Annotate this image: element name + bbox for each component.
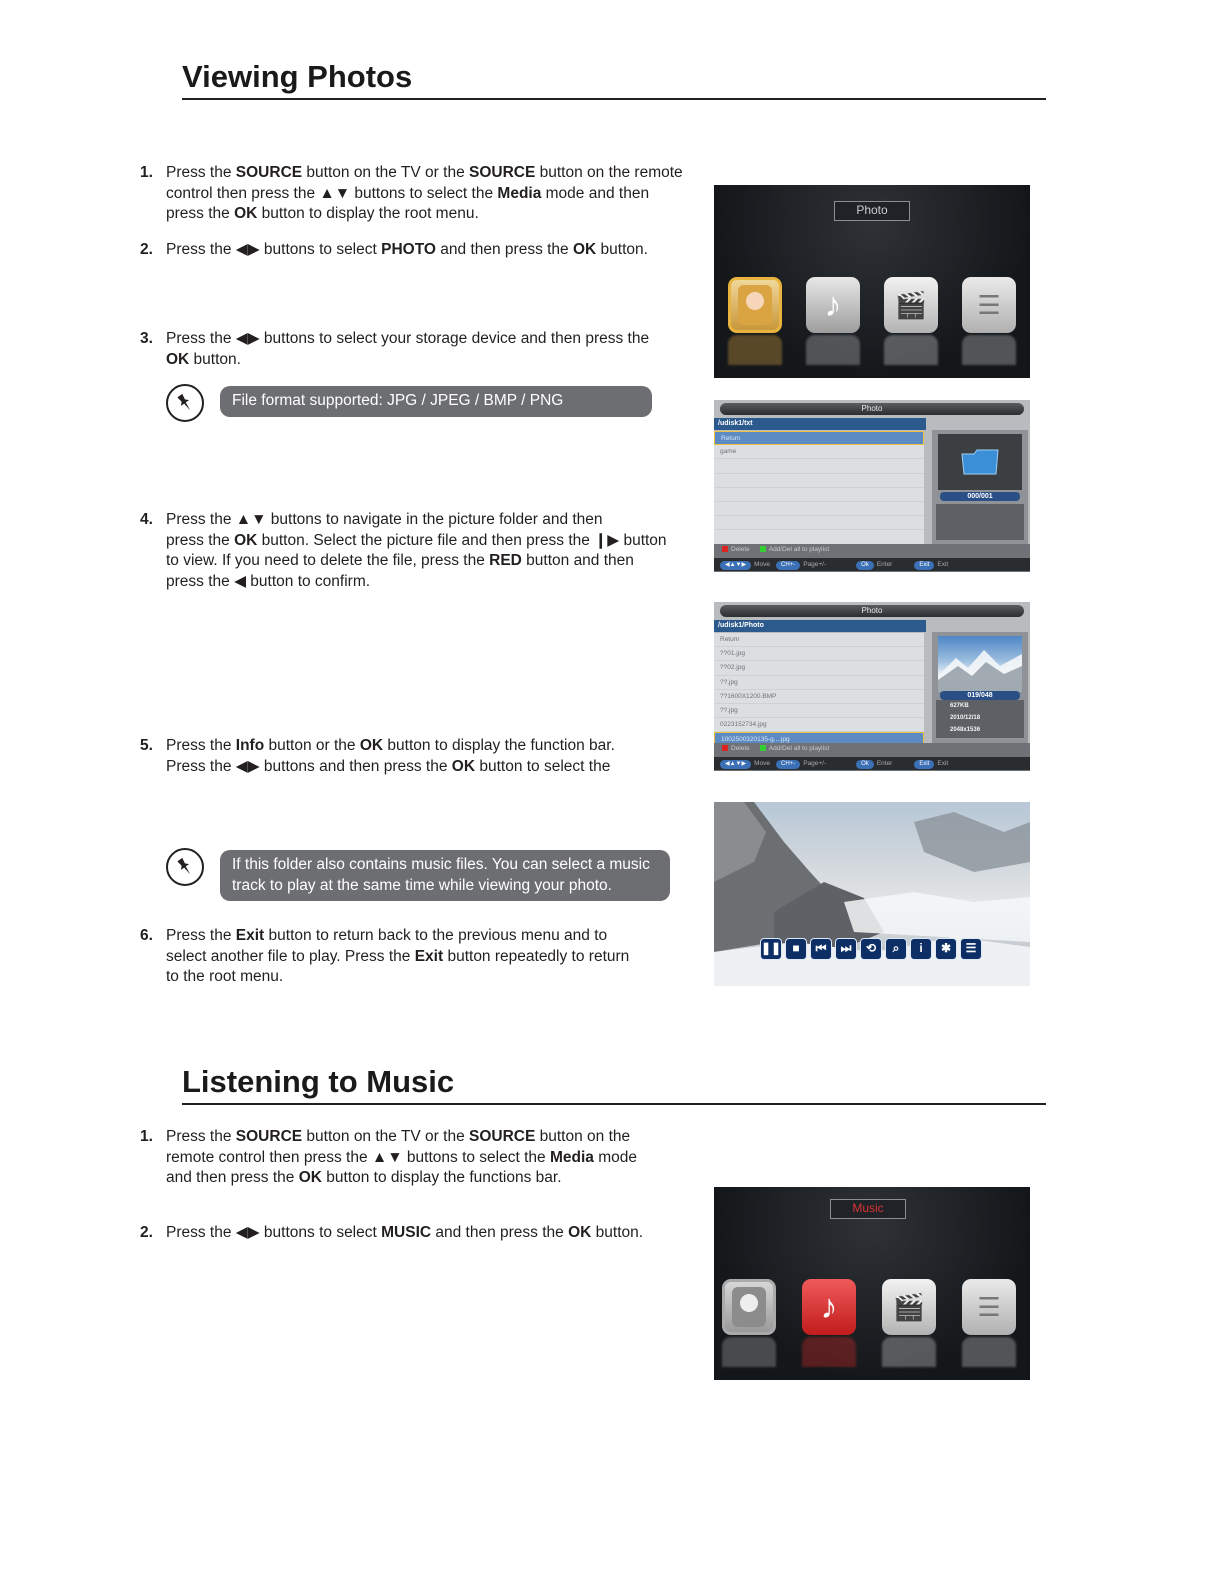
step-number: 5. bbox=[140, 737, 153, 754]
note-text: File format supported: JPG / JPEG / BMP / PNG bbox=[232, 392, 564, 409]
function-bar bbox=[760, 938, 982, 960]
step-music-2 bbox=[140, 1223, 700, 1244]
settings-icon[interactable]: ✱ bbox=[935, 938, 957, 960]
text-file-icon: ☰ bbox=[962, 1279, 1016, 1335]
playlist-icon[interactable]: ☰ bbox=[960, 938, 982, 960]
screenshot-photo-browser bbox=[714, 602, 1030, 771]
list-item[interactable]: Return bbox=[714, 431, 924, 445]
list-item[interactable] bbox=[714, 516, 924, 530]
screenshot-folder-browser bbox=[714, 400, 1030, 572]
browser-footer: Delete Add/Del all to playlist ◀▲▼▶ Move CH+- Page+/- Ok Enter Exit Exit bbox=[714, 743, 1030, 771]
browser-footer: Delete Add/Del all to playlist ◀▲▼▶ Move CH+- Page+/- Ok Enter Exit Exit bbox=[714, 544, 1030, 572]
music-icon: ♪ bbox=[802, 1279, 856, 1335]
list-item[interactable]: ??01.jpg bbox=[714, 647, 924, 661]
list-item[interactable]: ??.jpg bbox=[714, 704, 924, 718]
section-title: Viewing Photos bbox=[182, 59, 413, 94]
step-line: remote control then press the ▲▼ buttons to select the Media mode bbox=[166, 1148, 637, 1166]
step-number: 4. bbox=[140, 511, 153, 528]
step-line: press the OK button to display the root menu. bbox=[166, 205, 479, 222]
zoom-icon[interactable]: ⌕ bbox=[885, 938, 907, 960]
list-item[interactable] bbox=[714, 530, 924, 544]
list-item[interactable] bbox=[714, 488, 924, 502]
file-resolution: 2048x1536 bbox=[950, 727, 981, 733]
step-music-1 bbox=[140, 1127, 700, 1189]
file-info bbox=[936, 504, 1024, 540]
file-counter: 019/048 bbox=[940, 691, 1020, 700]
pause-icon[interactable]: ❚❚ bbox=[760, 938, 782, 960]
note-bubble bbox=[220, 850, 670, 901]
step-line: Press the SOURCE button on the TV or the SOURCE button on the bbox=[166, 1128, 631, 1145]
step-number: 2. bbox=[140, 241, 153, 258]
list-item[interactable]: 0223152734.jpg bbox=[714, 718, 924, 732]
pushpin-icon bbox=[166, 384, 204, 422]
list-item[interactable]: Return bbox=[714, 633, 924, 647]
music-icon: ♪ bbox=[806, 277, 860, 333]
step-line: select another file to play. Press the Exit button repeatedly to return bbox=[166, 947, 630, 965]
photo-icon bbox=[728, 277, 782, 333]
step-line: OK button. bbox=[166, 350, 241, 368]
step-line: Press the Exit button to return back to the previous menu and to bbox=[166, 927, 608, 944]
step-line: Press the ▲▼ buttons to navigate in the picture folder and then bbox=[166, 511, 603, 528]
section-title: Listening to Music bbox=[182, 1064, 455, 1099]
info-icon[interactable]: i bbox=[910, 938, 932, 960]
note-text: track to play at the same time while viewing your photo. bbox=[232, 876, 612, 894]
menu-label: Photo bbox=[834, 201, 910, 221]
stop-icon[interactable]: ■ bbox=[785, 938, 807, 960]
screenshot-photo-viewer bbox=[714, 802, 1030, 986]
step-line: Press the ◀▶ buttons to select PHOTO and then press the OK button. bbox=[166, 241, 648, 258]
browser-path: /udisk1/txt bbox=[714, 418, 926, 430]
list-item[interactable] bbox=[714, 474, 924, 488]
preview-panel bbox=[932, 632, 1028, 743]
list-item[interactable]: ??1600X1200.BMP bbox=[714, 690, 924, 704]
list-item[interactable]: ??02.jpg bbox=[714, 661, 924, 675]
step-photos-2 bbox=[140, 240, 700, 261]
next-icon[interactable]: ⏭ bbox=[835, 938, 857, 960]
step-number: 1. bbox=[140, 1128, 153, 1145]
step-line: Press the Info button or the OK button to display the function bar. bbox=[166, 737, 615, 754]
step-photos-4 bbox=[140, 510, 700, 592]
movie-icon: 🎬 bbox=[882, 1279, 936, 1335]
section-heading-music bbox=[182, 1063, 1046, 1105]
step-number: 2. bbox=[140, 1224, 153, 1241]
step-photos-3 bbox=[140, 329, 700, 370]
step-number: 1. bbox=[140, 164, 153, 181]
step-line: to the root menu. bbox=[166, 968, 284, 985]
step-photos-5 bbox=[140, 736, 700, 777]
repeat-icon[interactable]: ⟲ bbox=[860, 938, 882, 960]
text-file-icon: ☰ bbox=[962, 277, 1016, 333]
step-photos-6 bbox=[140, 926, 700, 988]
pushpin-icon bbox=[166, 848, 204, 886]
file-info bbox=[936, 700, 1024, 738]
list-item[interactable] bbox=[714, 502, 924, 516]
file-date: 2010/12/18 bbox=[950, 715, 981, 721]
step-line: control then press the ▲▼ buttons to select the Media mode and then bbox=[166, 184, 650, 202]
step-number: 3. bbox=[140, 330, 153, 347]
browser-title-bar: Photo bbox=[720, 403, 1024, 415]
file-counter: 000/001 bbox=[940, 492, 1020, 501]
screenshot-photo-menu bbox=[714, 185, 1030, 378]
note-bubble bbox=[220, 386, 652, 417]
photo-icon bbox=[722, 1279, 776, 1335]
list-item[interactable]: 1002500320135-g....jpg bbox=[714, 732, 924, 746]
step-line: Press the ◀▶ buttons and then press the OK button to select the bbox=[166, 757, 611, 775]
step-number: 6. bbox=[140, 927, 153, 944]
file-size: 627KB bbox=[950, 703, 969, 709]
file-list bbox=[714, 431, 924, 545]
step-photos-1 bbox=[140, 163, 700, 225]
step-line: Press the ◀▶ buttons to select MUSIC and then press the OK button. bbox=[166, 1224, 644, 1241]
step-line: Press the SOURCE button on the TV or the SOURCE button on the remote bbox=[166, 164, 683, 181]
step-line: to view. If you need to delete the file, press the RED button and then bbox=[166, 552, 634, 569]
browser-title-bar: Photo bbox=[720, 605, 1024, 617]
browser-path: /udisk1/Photo bbox=[714, 620, 926, 632]
list-item[interactable]: ??.jpg bbox=[714, 676, 924, 690]
file-list bbox=[714, 633, 924, 747]
note-text: If this folder also contains music files. You can select a music bbox=[232, 856, 650, 873]
folder-icon bbox=[938, 434, 1022, 490]
list-item[interactable] bbox=[714, 459, 924, 473]
section-heading-photos bbox=[182, 58, 1046, 100]
step-line: press the OK button. Select the picture file and then press the ❙▶ button bbox=[166, 531, 667, 549]
photo-thumbnail bbox=[938, 636, 1022, 692]
menu-label: Music bbox=[830, 1199, 906, 1219]
screenshot-music-menu bbox=[714, 1187, 1030, 1380]
step-line: Press the ◀▶ buttons to select your storage device and then press the bbox=[166, 330, 650, 347]
preview-panel bbox=[932, 430, 1028, 544]
list-item[interactable]: game bbox=[714, 445, 924, 459]
movie-icon: 🎬 bbox=[884, 277, 938, 333]
previous-icon[interactable]: ⏮ bbox=[810, 938, 832, 960]
step-line: and then press the OK button to display the functions bar. bbox=[166, 1169, 562, 1186]
step-line: press the ◀ button to confirm. bbox=[166, 572, 371, 590]
